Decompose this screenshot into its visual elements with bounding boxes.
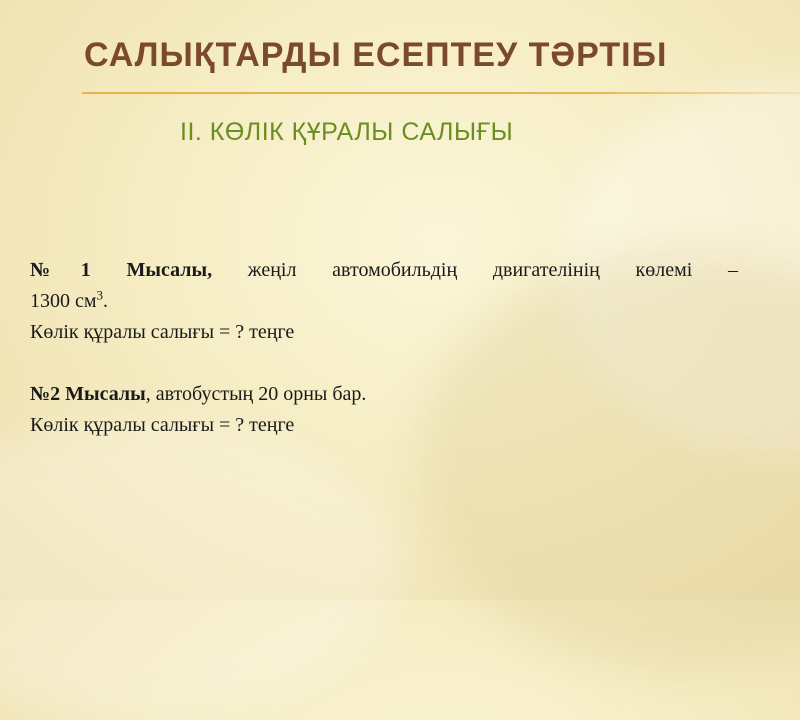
example1-period: . bbox=[103, 290, 109, 312]
spacer bbox=[30, 348, 738, 379]
background-glow bbox=[0, 420, 400, 720]
title-divider bbox=[82, 92, 800, 94]
example2-line1 bbox=[30, 379, 738, 410]
slide-subtitle: ІІ. КӨЛІК ҚҰРАЛЫ САЛЫҒЫ bbox=[180, 118, 514, 146]
example1-superscript: 3 bbox=[96, 287, 104, 303]
slide-body bbox=[30, 255, 738, 441]
example2-question: Көлік құралы салығы = ? теңге bbox=[30, 414, 295, 436]
example1-line2 bbox=[30, 286, 738, 317]
example1-question: Көлік құралы салығы = ? теңге bbox=[30, 321, 295, 343]
example1-line1 bbox=[30, 255, 738, 286]
example1-volume: 1300 см bbox=[30, 290, 97, 312]
example1-label: №1 Мысалы, bbox=[30, 259, 213, 281]
example1-text: жеңіл автомобильдің двигателінің көлемі – bbox=[212, 259, 738, 281]
slide-title: САЛЫҚТАРДЫ ЕСЕПТЕУ ТӘРТІБІ bbox=[84, 36, 668, 74]
example2-label: №2 Мысалы bbox=[30, 383, 146, 405]
example2-text: , автобустың 20 орны бар. bbox=[145, 383, 367, 405]
